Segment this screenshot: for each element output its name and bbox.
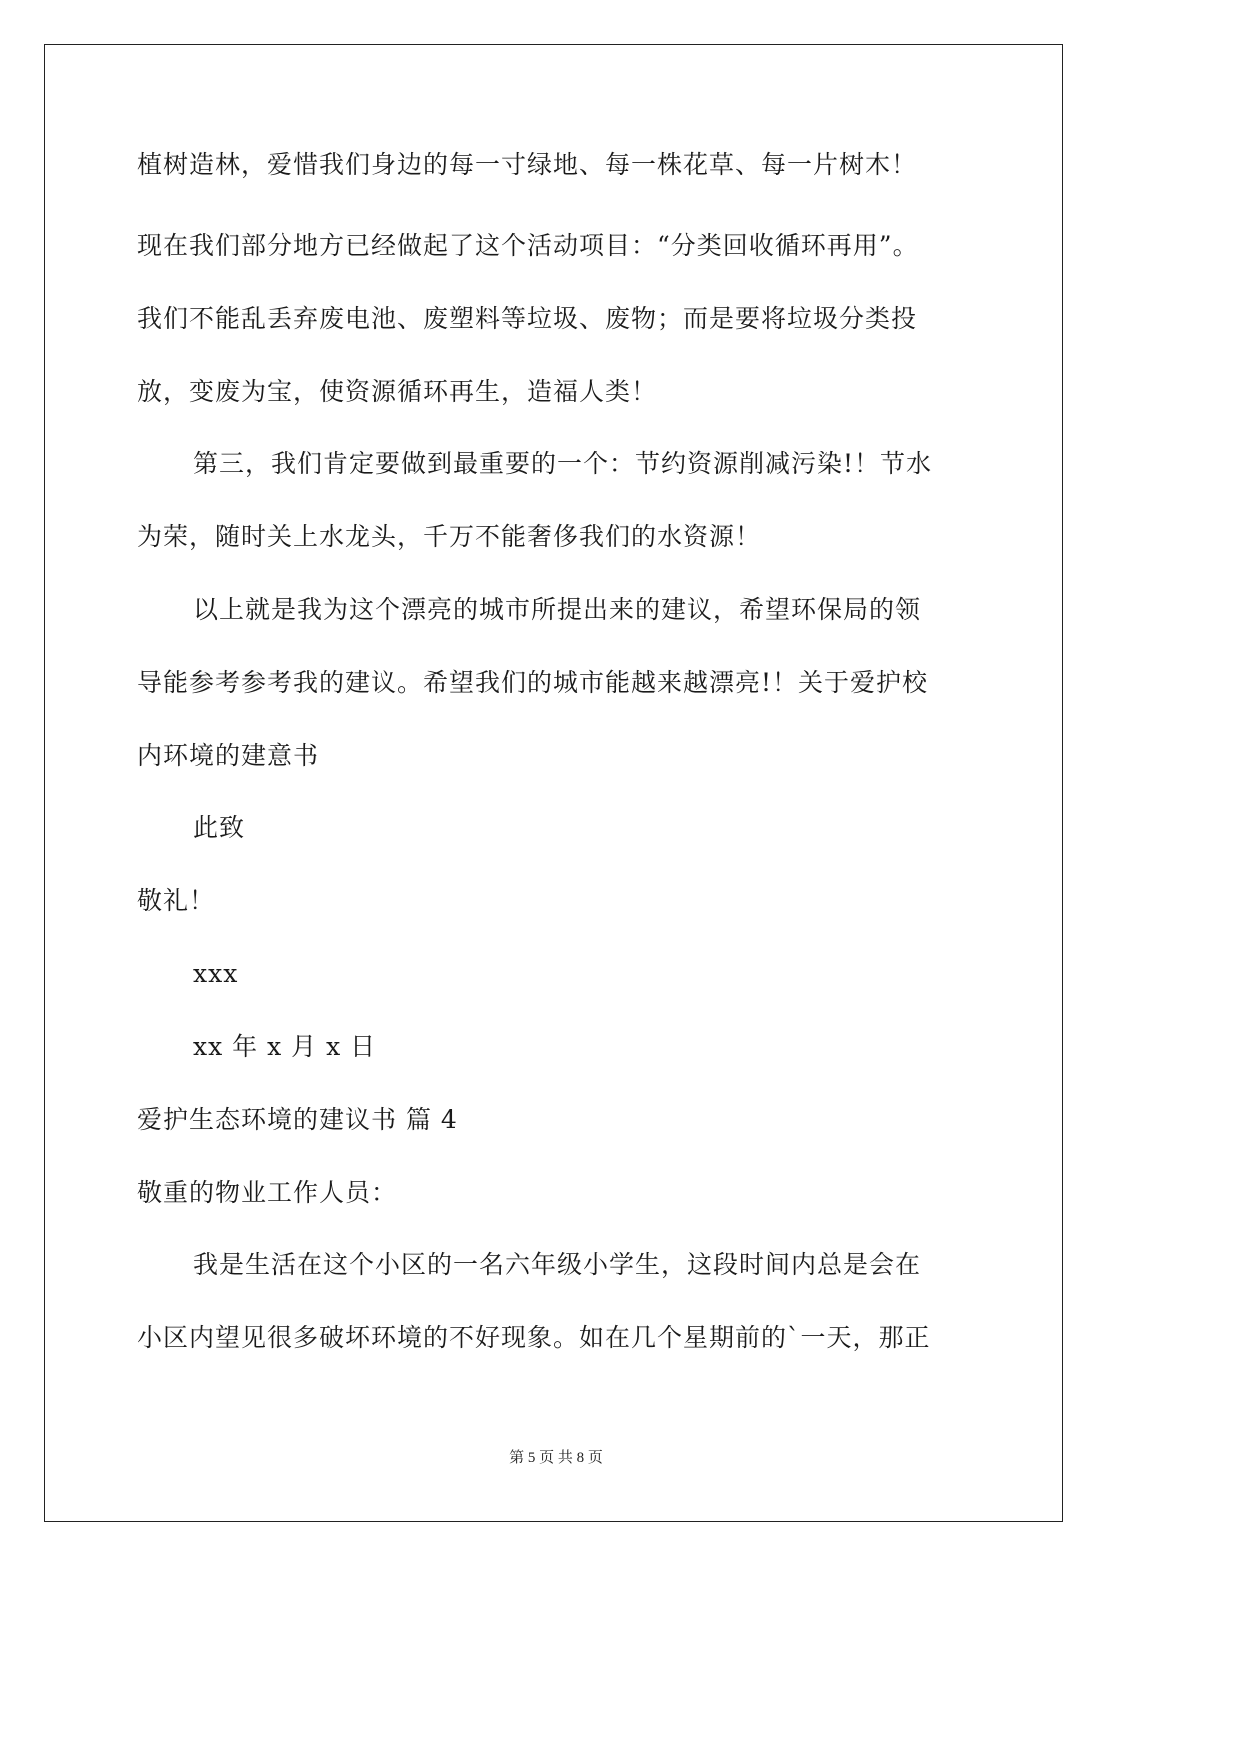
text-line: 植树造林，爱惜我们身边的每一寸绿地、每一株花草、每一片树木！ xyxy=(137,150,918,179)
text-line: 第三，我们肯定要做到最重要的一个：节约资源削减污染!！节水 xyxy=(193,449,933,478)
text-line: 为荣，随时关上水龙头，千万不能奢侈我们的水资源！ xyxy=(137,522,762,551)
page-number-footer: 第 5 页 共 8 页 xyxy=(509,1450,603,1466)
section-heading: 爱护生态环境的建议书 篇 4 xyxy=(137,1105,458,1134)
page-border xyxy=(44,44,1063,1522)
text-line: 内环境的建意书 xyxy=(137,741,320,770)
closing-regards: 敬礼！ xyxy=(137,886,216,915)
text-line: 现在我们部分地方已经做起了这个活动项目：“分类回收循环再用”。 xyxy=(137,231,919,260)
letter-greeting: 敬重的物业工作人员： xyxy=(137,1178,398,1207)
text-line: 我们不能乱丢弃废电池、废塑料等垃圾、废物；而是要将垃圾分类投 xyxy=(137,304,918,333)
text-line: 导能参考参考我的建议。希望我们的城市能越来越漂亮!！关于爱护校 xyxy=(137,668,929,697)
signature-name: xxx xyxy=(193,959,239,988)
text-line: 放，变废为宝，使资源循环再生，造福人类！ xyxy=(137,377,658,406)
text-line: 小区内望见很多破坏环境的不好现象。如在几个星期前的`一天，那正 xyxy=(137,1323,931,1352)
closing-salutation: 此致 xyxy=(193,813,246,842)
text-line: 以上就是我为这个漂亮的城市所提出来的建议，希望环保局的领 xyxy=(193,595,922,624)
text-line: 我是生活在这个小区的一名六年级小学生，这段时间内总是会在 xyxy=(193,1250,922,1279)
signature-date: xx 年 x 月 x 日 xyxy=(193,1032,377,1061)
